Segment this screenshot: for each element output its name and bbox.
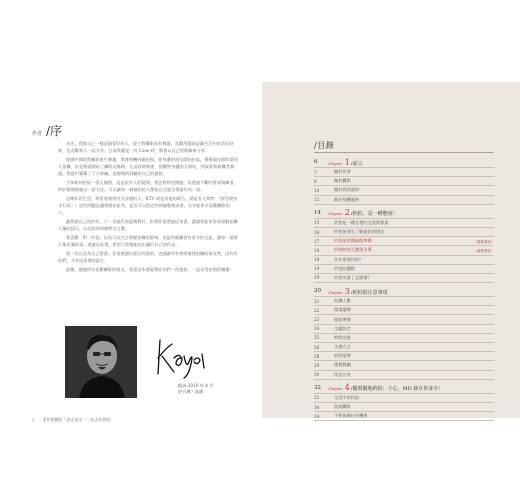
toc-item-row[interactable] — [314, 297, 494, 306]
signature-meta — [178, 383, 213, 395]
toc-page-number: 25 — [314, 335, 320, 341]
toc-item-title: 約拍時的互動與引導 — [334, 247, 372, 253]
left-page-footer — [32, 417, 111, 423]
toc-page-number: 30 — [314, 372, 320, 378]
toc-chapter-row[interactable] — [314, 208, 494, 219]
preface-paragraph: 雖然說自己拍的好，不一定就代表能夠教好，但我希望透過這本書，讓讀者能更容易理解拍攝人像的技巧，以及如何和模特兒互動。 — [58, 219, 238, 232]
toc-item-row[interactable] — [314, 186, 494, 195]
chapter-number: 2 — [344, 208, 350, 218]
preface-paragraph: 首先，我都自己一樣是個愛好的人，從小對攝影很有興趣，喜歡用鏡頭記錄生活中的美好時刻，也喜歡和人一起分享。日前我總是一有 Case 時，都會以自己的經驗來分享。 — [58, 141, 234, 154]
toc-page-number: 6 — [314, 159, 318, 165]
toc-item-title: 街頭攝影 — [334, 404, 351, 410]
toc-page-number: 29 — [314, 362, 320, 368]
author-signature — [152, 330, 212, 380]
toc-page-number: 18 — [314, 257, 320, 263]
toc-page-number: 22 — [314, 307, 320, 313]
toc-page-number: 28 — [314, 353, 320, 359]
toc-page-number: 8 — [314, 178, 317, 184]
toc-chapter-row[interactable] — [314, 157, 494, 168]
running-title: 愛拍照攝影・說走就走・一起去拍照吧 — [42, 417, 111, 422]
toc-item-row[interactable] — [314, 237, 494, 246]
toc-item-title: 關於拍攝風格 — [334, 196, 360, 202]
toc-item-row[interactable] — [314, 228, 494, 237]
toc-item-title: 不要放棄任何機會 — [334, 413, 368, 419]
toc-page-number: 15 — [314, 220, 320, 226]
toc-item-title: 為什麼要約拍？ — [334, 256, 364, 262]
toc-page-number: 12 — [314, 197, 320, 203]
toc-item-row[interactable] — [314, 412, 494, 421]
toc-item-title: 關於我的器材 — [334, 187, 360, 193]
toc-page-number: 18 — [314, 247, 320, 253]
toc-chapter-row[interactable] — [314, 286, 494, 297]
toc-chapter-title — [328, 158, 494, 167]
toc-item-row[interactable] — [314, 403, 494, 412]
toc-chapter-title — [328, 287, 494, 296]
toc-item-title: 作品分享 — [334, 371, 351, 377]
chapter-label: Chapter — [328, 161, 343, 166]
toc-list — [314, 154, 494, 421]
preface-paragraph: 從國中開始對攝影產生興趣，拿著相機到處拍照，從身邊的朋友開始拍起，慢慢地也開始幫別人拍攝，於是我就開始了攝影這條路。在這段時間裡，從觀察身邊的人開始，到試著和被攝者溝通，我從中累積了不少經驗，也慢慢找到屬於自己的風格。 — [58, 156, 238, 177]
toc-page-number: 34 — [314, 413, 320, 419]
toc-page-number: 34 — [314, 404, 320, 410]
chapter-label: Chapter — [328, 212, 343, 217]
chapter-title-text: /前言 — [350, 160, 363, 167]
chapter-label: Chapter — [328, 290, 343, 295]
toc-item-row[interactable] — [314, 196, 494, 205]
toc-item-title: 拍照姿勢 — [334, 353, 351, 359]
toc-item-title: 時間安排 — [334, 334, 351, 340]
toc-item-title: 約拍前的溝通與準備 — [334, 238, 372, 244]
toc-item-row[interactable] — [314, 256, 494, 265]
chapter-number: 1 — [344, 157, 350, 167]
portrait-illustration — [65, 326, 137, 398]
chapter-number: 4 — [344, 383, 350, 393]
preface-paragraph: 這幾年的生活，經常會遇到各式各樣的人，KTV 或是其他的場合，總是有人問我：『要怎麼拍才好看？』這些問題也讓我開始思考，是否可以把這些經驗整理成書，分享給更多喜歡攝影的人。 — [58, 195, 238, 216]
toc-page-number: 14 — [314, 209, 321, 216]
chapter-number: 3 — [344, 286, 350, 296]
toc-chapter-title — [328, 208, 494, 217]
toc-page-number: 23 — [314, 317, 320, 323]
toc-item-title: 服裝準備 — [334, 316, 351, 322]
signature-place: 於台灣・高雄 — [178, 389, 204, 394]
toc-item-title: 拍攝人數 — [334, 298, 351, 304]
toc-item-row[interactable] — [314, 325, 494, 334]
toc-page-number: 26 — [314, 344, 320, 350]
toc-item-row[interactable] — [314, 219, 494, 228]
toc-title: /目錄 — [314, 141, 335, 150]
toc-page-number: 24 — [314, 326, 320, 332]
toc-page-number: 20 — [314, 288, 321, 295]
toc-item-title: 約拍是一種互相的交流與尊重 — [334, 219, 389, 225]
toc-item-title: 關於作者 — [334, 169, 351, 175]
toc-item-row[interactable] — [314, 177, 494, 186]
chapter-label: Chapter — [328, 387, 343, 392]
toc-item-tag: （重要事項） — [473, 239, 494, 244]
preface-paragraph: 不知如何拍好一張人像照，這是很多人的疑問，我也曾經迷惘過，但透過不斷的嘗試與練習，終於慢慢摸索出一套方法，可以讓每一個被拍的人都能自在地呈現最好的一面。 — [58, 180, 238, 193]
toc-item-title: 約拍失敗了怎麼辦？ — [334, 274, 372, 280]
toc-item-title: 交通方式 — [334, 344, 351, 350]
preface-body — [58, 140, 238, 274]
toc-page-number: 33 — [314, 395, 320, 401]
toc-page-number: 10 — [314, 187, 320, 193]
toc-item-row[interactable] — [314, 246, 494, 255]
toc-page-number: 19 — [314, 275, 320, 281]
chapter-title-text: /約拍的注意事項 — [350, 289, 388, 296]
preface-author-label: 作者 — [32, 131, 43, 137]
toc-page-number: 16 — [314, 229, 320, 235]
toc-divider — [314, 152, 494, 153]
toc-item-title: 主題設定 — [334, 325, 351, 331]
toc-item-tag: （重要事項） — [473, 248, 494, 253]
toc-item-row[interactable] — [314, 361, 494, 370]
chapter-title-text: /隨時隨地約拍：小心，MD 就在你身旁！ — [350, 386, 444, 393]
toc-chapter-title — [328, 383, 494, 392]
toc-page-number: 21 — [314, 298, 320, 304]
toc-item-title: 約拍前要先了解彼此的想法 — [334, 229, 385, 235]
preface-paragraph: 第一次以及為自己寫書，非常感謝出版社的協助，也感謝所有曾經被我拍攝的朋友們，因為有你們，才有這本書的誕生。 — [58, 250, 238, 264]
preface-paragraph: 最後，感謝所有喜歡攝影的朋友，希望這本書能帶給你們一些啟發，一起享受拍照的樂趣！ — [66, 266, 234, 272]
toc-item-row[interactable] — [314, 394, 494, 403]
toc-page-number: 19 — [314, 266, 320, 272]
chapter-title-text: /約拍，是一種態度！ — [350, 211, 398, 218]
toc-page-number: 17 — [314, 238, 320, 244]
toc-item-row[interactable] — [314, 352, 494, 361]
toc-item-title: 場地選擇 — [334, 307, 351, 313]
toc-item-row[interactable] — [314, 315, 494, 324]
toc-page-number: 32 — [314, 384, 321, 391]
toc-item-row[interactable] — [314, 168, 494, 177]
toc-item-title: 後製修圖 — [334, 362, 351, 368]
toc-item-title: 約拍的優點 — [334, 265, 355, 271]
toc-item-row[interactable] — [314, 306, 494, 315]
preface-title: /序 — [46, 124, 63, 138]
toc-item-title: 生活中的約拍 — [334, 394, 360, 400]
toc-item-row[interactable] — [314, 334, 494, 343]
author-portrait-photo — [65, 326, 137, 398]
toc-item-row[interactable] — [314, 274, 494, 283]
page-number: 2 — [32, 417, 35, 422]
toc-item-title: 關於攝影 — [334, 178, 351, 184]
toc-page-number: 7 — [314, 169, 317, 175]
toc-chapter-row[interactable] — [314, 383, 494, 394]
toc-item-row[interactable] — [314, 343, 494, 352]
preface-heading — [32, 122, 62, 139]
preface-paragraph: 我喜歡一對一約拍，因為可以完全掌握拍攝的節奏，也能和被攝者有更多的交流，讓每一張照片都充滿故事。透過這本書，希望大家都能拍出屬於自己的作品。 — [58, 234, 238, 248]
right-page-toc — [262, 82, 520, 418]
toc-item-row[interactable] — [314, 265, 494, 274]
toc-item-row[interactable] — [314, 371, 494, 380]
signature-date: 凱詠 2016 年 4 月 — [178, 383, 214, 388]
